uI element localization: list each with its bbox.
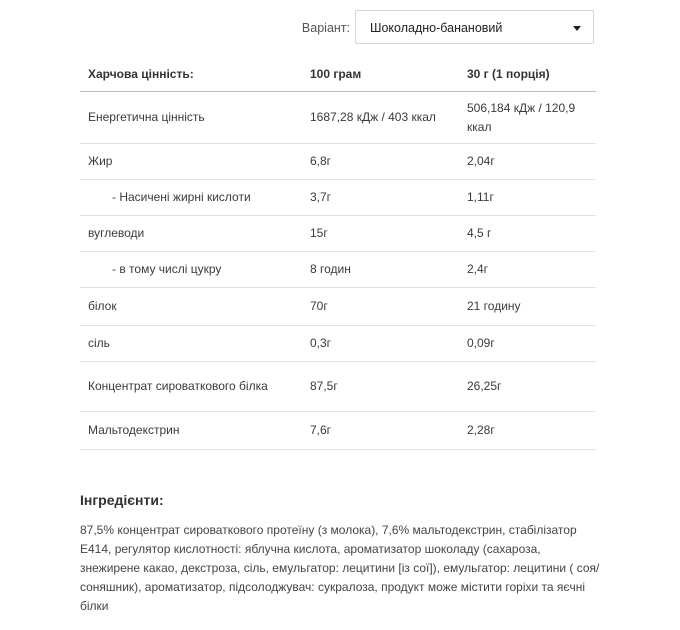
table-row (80, 326, 596, 362)
chevron-down-icon (573, 26, 581, 31)
row-per-100g-cell: 1687,28 кДж / 403 ккал (302, 92, 459, 144)
row-per-serving-cell: 0,09г (459, 326, 596, 362)
row-name-cell: Концентрат сироваткового білка (80, 362, 302, 412)
row-per-100g-cell: 3,7г (302, 180, 459, 216)
header-per-100g: 100 грам (302, 58, 459, 92)
table-row (80, 144, 596, 180)
table-row (80, 92, 596, 144)
row-per-100g-cell: 87,5г (302, 362, 459, 412)
header-nutrition: Харчова цінність: (80, 58, 302, 92)
row-per-100g-cell: 8 годин (302, 252, 459, 288)
row-per-serving-cell: 2,28г (459, 412, 596, 450)
row-per-100g-cell: 15г (302, 216, 459, 252)
row-name-cell: Енергетична цінність (80, 92, 302, 144)
variant-label: Варіант: (301, 21, 350, 35)
row-per-serving-cell: 4,5 г (459, 216, 596, 252)
row-name-cell: Мальтодекстрин (80, 412, 302, 450)
variant-selected-value: Шоколадно-банановий (370, 21, 503, 35)
ingredients-text: 87,5% концентрат сироваткового протеїну (з молока), 7,6% мальтодекстрин, стабілізатор Е414, регулятор кислотності: яблучна кислота, ароматизатор шоколаду (сахароза, знежирене какао, декстроза, сіль, емульгатор: лецитини [із сої]), емульгатор: лецитини ( соя/соняшник), ароматизатор, підсолоджувач: сукралоза, продукт може містити горіхи та яєчні білки (80, 523, 600, 613)
row-per-100g-cell: 70г (302, 288, 459, 326)
table-row (80, 180, 596, 216)
row-per-serving-cell: 26,25г (459, 362, 596, 412)
table-row (80, 288, 596, 326)
table-row (80, 216, 596, 252)
row-name-cell: білок (80, 288, 302, 326)
table-row (80, 412, 596, 450)
row-per-serving-cell: 2,4г (459, 252, 596, 288)
nutrition-table (80, 58, 596, 450)
variant-select[interactable] (355, 10, 594, 44)
row-name-cell: вуглеводи (80, 216, 302, 252)
ingredients-title: Інгредієнти: (80, 492, 164, 508)
variant-row (0, 10, 596, 46)
row-name-cell: Жир (80, 144, 302, 180)
table-row (80, 252, 596, 288)
row-per-100g-cell: 7,6г (302, 412, 459, 450)
table-header-row (80, 58, 596, 92)
row-per-100g-cell: 6,8г (302, 144, 459, 180)
row-per-serving-cell: 2,04г (459, 144, 596, 180)
row-per-serving-cell: 21 годину (459, 288, 596, 326)
header-per-serving: 30 г (1 порція) (459, 58, 596, 92)
row-per-serving-cell: 506,184 кДж / 120,9 ккал (459, 92, 596, 144)
row-name-cell: - в тому числі цукру (80, 252, 302, 288)
row-name-cell: - Насичені жирні кислоти (80, 180, 302, 216)
table-row (80, 362, 596, 412)
row-name-cell: сіль (80, 326, 302, 362)
row-per-serving-cell: 1,11г (459, 180, 596, 216)
row-per-100g-cell: 0,3г (302, 326, 459, 362)
